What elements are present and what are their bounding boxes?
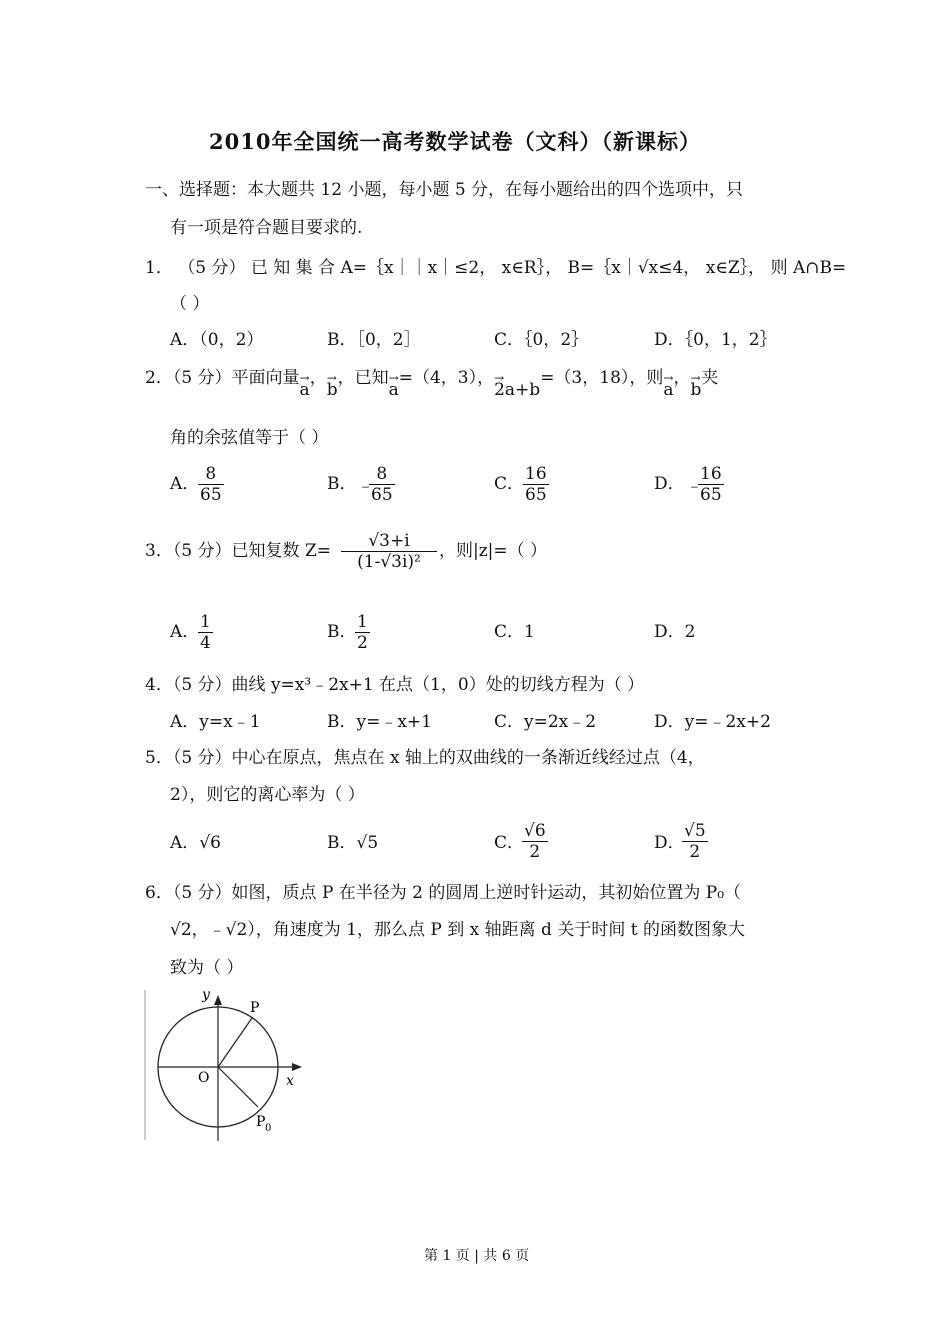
- q5-option-c-fraction: [522, 821, 548, 862]
- q5-option-d-fraction: [682, 821, 708, 862]
- q4-option-a: A．y=x﹣1: [170, 712, 261, 732]
- q3-option-b-fraction: [355, 612, 370, 653]
- q1-option-b: B．［0，2］: [327, 330, 421, 350]
- q2-val1: =（4，3），: [398, 368, 495, 388]
- q2-option-d-den: 65: [700, 485, 722, 505]
- q4-stem: 4．（5 分）曲线 y=x³﹣2x+1 在点（1，0）处的切线方程为（ ）: [145, 675, 645, 695]
- q3-option-a-den: 4: [200, 633, 211, 653]
- q2-option-b-den: 65: [371, 485, 393, 505]
- q2-stem-line2: 角的余弦值等于（ ）: [170, 428, 329, 448]
- figure-label-o: O: [198, 1070, 210, 1086]
- q2-vector-a-3: → a: [663, 378, 673, 402]
- q3-option-c-label: C．: [494, 622, 525, 642]
- q1-option-c: C．｛0，2｝: [494, 330, 589, 350]
- q5-option-b-text: √5: [356, 833, 379, 853]
- q2-stem-line1: [145, 366, 719, 400]
- q3-fraction: [341, 531, 437, 572]
- q2-option-a-fraction: [198, 464, 224, 505]
- q1-option-a: A．（0，2）: [170, 330, 264, 350]
- q2-option-c-num: 16: [525, 464, 547, 484]
- q5-option-a: [170, 831, 221, 855]
- q2-option-a-den: 65: [200, 485, 222, 505]
- q3-option-d-label: D．: [654, 622, 685, 642]
- q2-option-d-num: 16: [700, 464, 722, 484]
- q2-prefix: 2．（5 分）平面向量: [145, 368, 300, 388]
- q5-option-d-den: 2: [682, 841, 708, 862]
- q5-option-c-label: C．: [494, 833, 525, 853]
- q1-stem-line1: 1． （5 分） 已 知 集 合 A=｛x｜｜x｜≤2， x∈R｝， B=｛x｜√x≤4， x∈Z｝， 则 A∩B=: [145, 258, 847, 278]
- q2-option-b-label: B．: [327, 474, 357, 494]
- q6-stem-line1: 6．（5 分）如图，质点 P 在半径为 2 的圆周上逆时针运动，其初始位置为 P₀（: [145, 883, 742, 903]
- q4-option-c: C．y=2x﹣2: [494, 712, 597, 732]
- page-title: 2010年全国统一高考数学试卷（文科）（新课标）: [209, 129, 701, 154]
- figure-radius-p: [218, 1018, 252, 1067]
- q3-option-c-text: 1: [524, 622, 535, 642]
- q2-option-d-fraction: [686, 464, 724, 505]
- q2-option-d-sign: ﹣: [686, 476, 703, 496]
- q5-option-c-num: √6: [524, 821, 546, 841]
- q2-option-c-fraction: [523, 464, 549, 505]
- figure-label-y: y: [202, 987, 210, 1003]
- q4-option-b: B．y=﹣x+1: [327, 712, 432, 732]
- q3-den: (1-√3i)²: [341, 551, 437, 572]
- q2-comma: ，: [309, 368, 327, 388]
- q2-vector-a-2: → a: [389, 378, 399, 402]
- q3-option-a-fraction: [198, 612, 213, 653]
- q2-suffix: 夹: [701, 368, 719, 388]
- q2-val2: =（3，18），则: [540, 368, 664, 388]
- figure-radius-p0: [218, 1067, 258, 1107]
- q2-option-c-label: C．: [494, 474, 525, 494]
- figure-label-p0: P: [256, 1114, 266, 1130]
- q2-vector-b: → b: [327, 378, 338, 402]
- q4-option-d: D．y=﹣2x+2: [654, 712, 771, 732]
- q5-stem-line2: 2），则它的离心率为（ ）: [170, 785, 365, 805]
- section-heading-line1: 一、选择题：本大题共 12 小题，每小题 5 分，在每小题给出的四个选项中，只: [145, 180, 744, 200]
- q3-option-b-label: B．: [327, 622, 357, 642]
- figure-label-p: P: [250, 1000, 260, 1016]
- q5-option-c-den: 2: [522, 841, 548, 862]
- q3-stem-suffix: ，则|z|=（ ）: [439, 541, 548, 561]
- q2-option-c-den: 65: [525, 485, 547, 505]
- q5-option-a-text: √6: [199, 833, 221, 853]
- section-heading-line2: 有一项是符合题目要求的.: [170, 218, 363, 238]
- q5-stem-line1: 5．（5 分）中心在原点，焦点在 x 轴上的双曲线的一条渐近线经过点（4，: [145, 748, 705, 768]
- q2-option-b-fraction: [357, 464, 395, 505]
- q2-option-a-num: 8: [205, 464, 217, 484]
- q5-option-d-num: √5: [684, 821, 706, 841]
- q2-expr: → 2a+b: [494, 378, 540, 402]
- q3-option-a-num: 1: [200, 612, 211, 632]
- q5-option-d-label: D．: [654, 833, 685, 853]
- q5-option-a-label: A．: [170, 833, 200, 853]
- figure-label-x: x: [286, 1073, 294, 1089]
- q1-stem-line2: （ ）: [170, 294, 210, 314]
- figure-y-arrow: [214, 995, 222, 1005]
- q3-option-b-num: 1: [357, 612, 368, 632]
- q2-vector-b-2: → b: [691, 378, 702, 402]
- q3-option-d: [654, 620, 695, 644]
- q2-option-b-sign: ﹣: [357, 476, 374, 496]
- q3-option-d-text: 2: [684, 622, 696, 642]
- q3-option-c: [494, 620, 535, 644]
- q6-stem-line3: 致为（ ）: [170, 958, 244, 978]
- q2-comma-2: ，: [673, 368, 691, 388]
- figure-x-arrow: [292, 1063, 302, 1071]
- q2-option-b-num: 8: [376, 464, 388, 484]
- figure-label-p0-subscript: 0: [265, 1123, 272, 1134]
- q2-option-a-label: A．: [170, 474, 200, 494]
- q3-option-a-label: A．: [170, 622, 200, 642]
- page-footer: 第 1 页 | 共 6 页: [424, 1248, 530, 1264]
- q6-circle-figure: [140, 985, 315, 1145]
- q5-option-b-label: B．: [327, 833, 357, 853]
- q2-vector-a: → a: [300, 378, 310, 402]
- q1-option-d: D．｛0，1，2｝: [654, 330, 777, 350]
- q2-option-d-label: D．: [654, 474, 685, 494]
- q5-option-b: [327, 831, 378, 855]
- q3-num: √3+i: [368, 531, 410, 551]
- q6-stem-line2: √2，﹣√2），角速度为 1，那么点 P 到 x 轴距离 d 关于时间 t 的函数图象大: [170, 920, 745, 940]
- q3-stem-prefix: 3．（5 分）已知复数 Z=: [145, 541, 331, 561]
- q3-option-b-den: 2: [357, 633, 368, 653]
- q2-mid1: ，已知: [337, 368, 389, 388]
